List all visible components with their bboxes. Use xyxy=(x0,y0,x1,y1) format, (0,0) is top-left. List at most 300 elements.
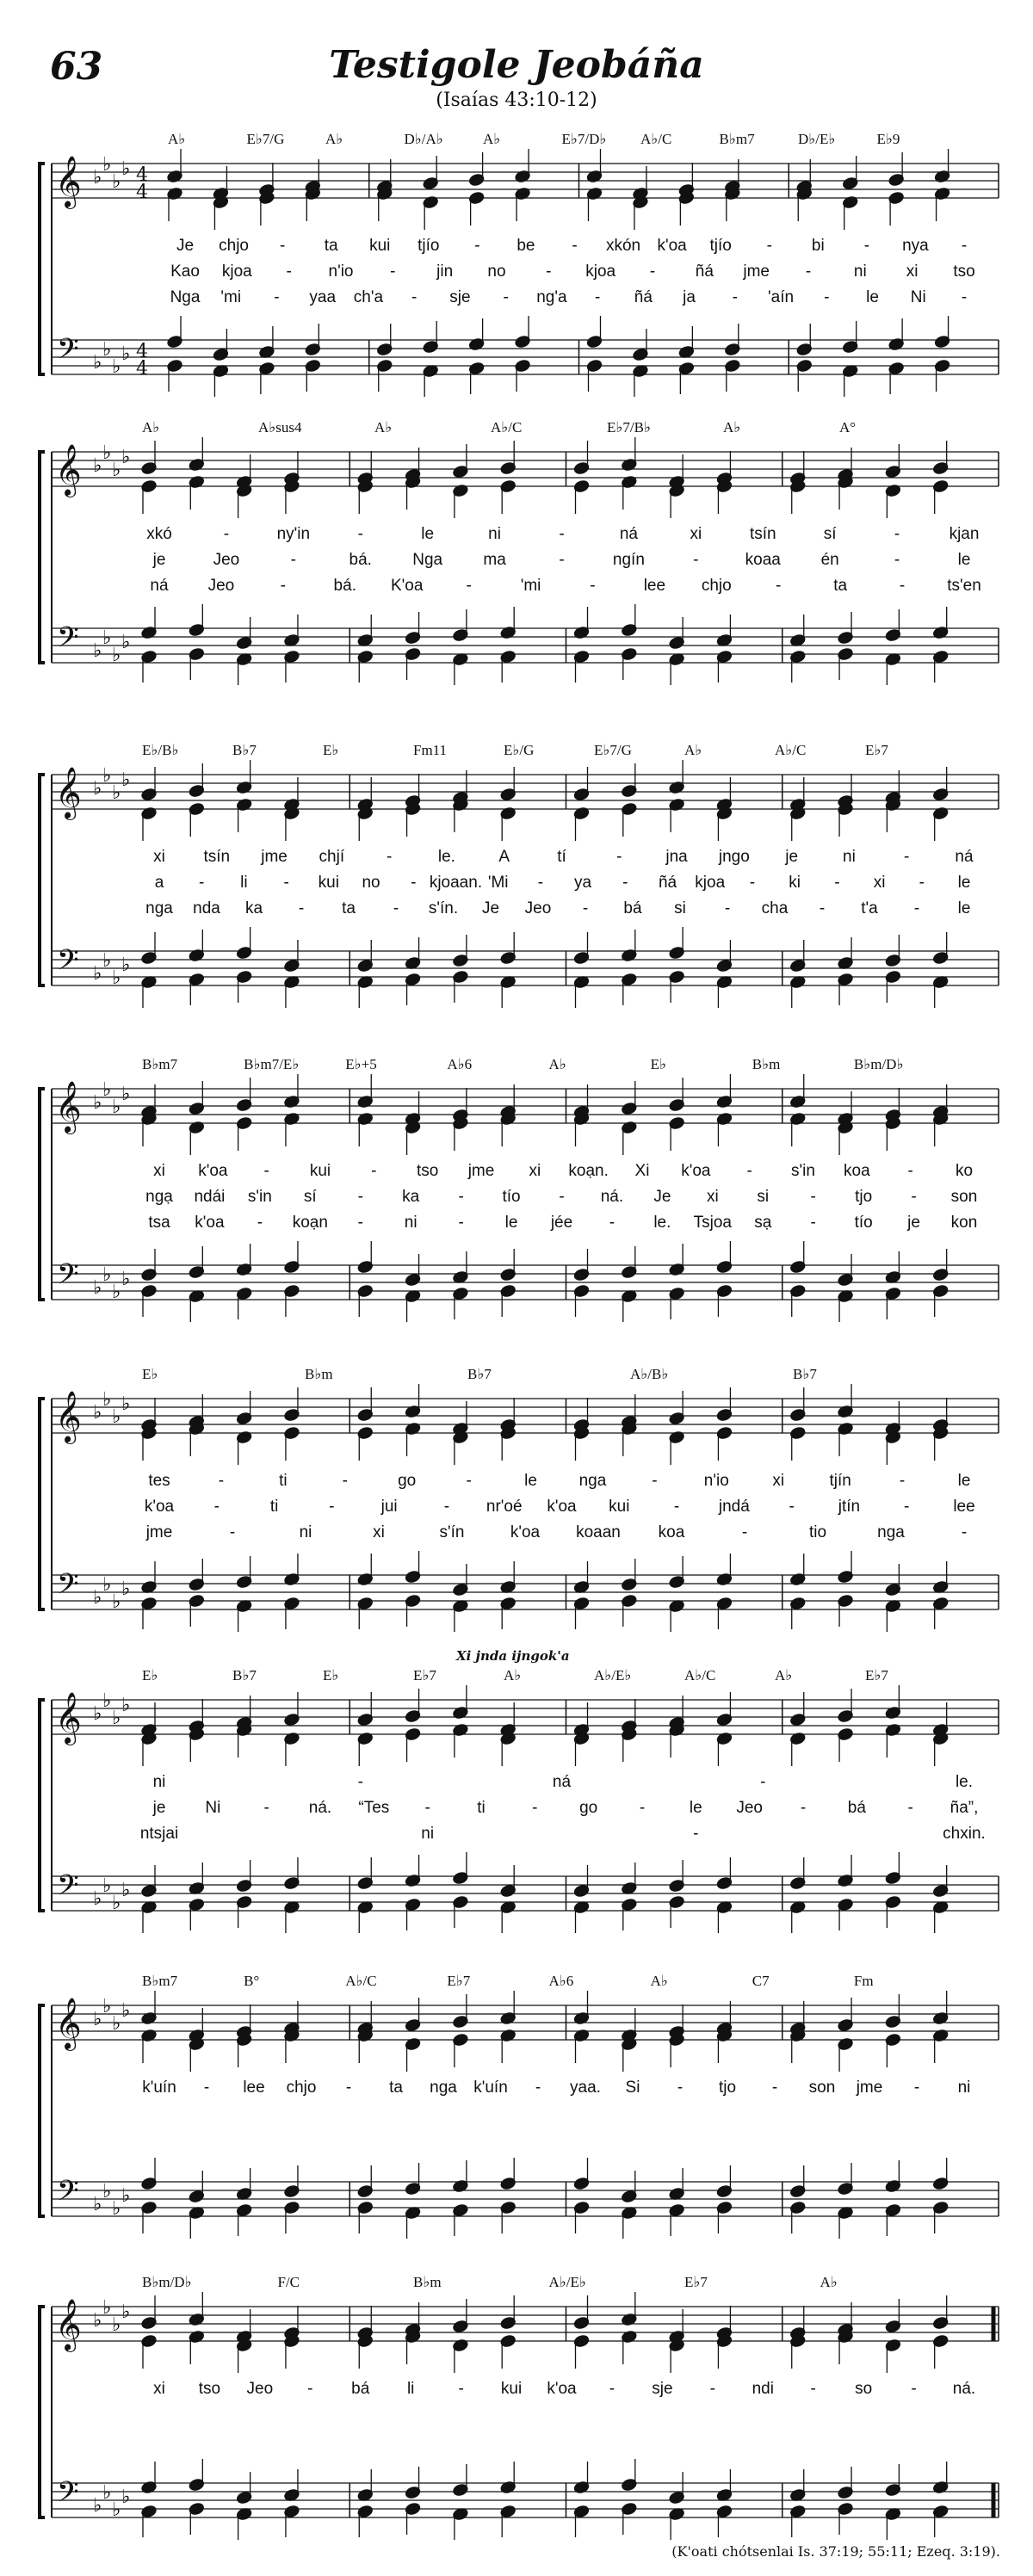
soprano-note xyxy=(716,1095,733,1109)
flat-icon: ♭ xyxy=(102,1996,112,2017)
flat-icon: ♭ xyxy=(102,2482,112,2504)
bass-note xyxy=(236,652,252,666)
lyric-syllable: Jeo xyxy=(524,899,552,917)
tenor-note xyxy=(932,626,949,639)
bass-note xyxy=(284,1900,300,1914)
lyric-syllable: yaa. xyxy=(570,2079,601,2097)
bass-note xyxy=(669,1599,685,1613)
lyric-syllable: Je xyxy=(481,899,500,917)
flat-icon: ♭ xyxy=(112,782,121,804)
soprano-note xyxy=(405,468,421,482)
chord-symbol: A♭/B♭ xyxy=(630,1366,669,1382)
lyric-syllable: s'ín. xyxy=(428,899,459,917)
alto-note xyxy=(468,191,485,205)
lyric-syllable: no xyxy=(487,263,506,281)
alto-note xyxy=(789,2029,806,2042)
soprano-note xyxy=(621,2313,637,2326)
lyric-syllable: koạn. xyxy=(568,1162,609,1180)
soprano-note xyxy=(500,461,516,475)
lyric-syllable: k'uín xyxy=(473,2079,508,2097)
lyric-syllable: kjan xyxy=(949,525,980,543)
soprano-note xyxy=(789,2326,806,2340)
soprano-note xyxy=(932,461,949,475)
bass-note xyxy=(452,2507,468,2521)
alto-note xyxy=(621,1727,637,1741)
lyric-syllable: Xi xyxy=(634,1162,650,1180)
soprano-note xyxy=(633,187,649,201)
flat-icon: ♭ xyxy=(112,1893,121,1914)
alto-note xyxy=(258,191,275,205)
tenor-note xyxy=(888,337,905,351)
soprano-note xyxy=(284,1408,300,1422)
lyric-syllable: - xyxy=(590,577,596,595)
lyric-syllable: - xyxy=(390,263,396,281)
tenor-note xyxy=(932,2177,949,2190)
bass-note xyxy=(189,2206,205,2220)
tenor-note xyxy=(357,1572,374,1586)
chord-symbol: E♭/B♭ xyxy=(142,742,179,758)
soprano-note xyxy=(573,1723,590,1737)
flat-icon: ♭ xyxy=(121,2185,131,2207)
lyric-syllable: cha xyxy=(761,899,789,917)
soprano-note xyxy=(573,1418,590,1432)
lyric-syllable: - xyxy=(535,2079,541,2097)
bass-note xyxy=(573,2201,590,2215)
lyric-syllable: kjoa xyxy=(695,874,726,892)
soprano-note xyxy=(716,2326,733,2340)
soprano-note xyxy=(885,465,901,479)
soprano-note xyxy=(141,2316,158,2330)
alto-note xyxy=(838,2330,854,2344)
flat-icon: ♭ xyxy=(102,2297,112,2319)
soprano-note xyxy=(141,1723,158,1737)
lyric-syllable: - xyxy=(559,525,565,543)
lyric-syllable: - xyxy=(582,899,589,917)
tenor-note xyxy=(669,1879,685,1893)
lyric-syllable: ni xyxy=(957,2079,971,2097)
tenor-note xyxy=(258,345,275,359)
tenor-note xyxy=(284,633,300,647)
treble-clef-icon: 𝄞 xyxy=(55,1081,82,1133)
treble-clef-icon: 𝄞 xyxy=(55,1998,82,2049)
bass-note xyxy=(669,1895,685,1909)
lyric-syllable: - xyxy=(810,1188,816,1206)
lyric-syllable: - xyxy=(749,874,756,892)
lyric-verse-1 xyxy=(0,1162,1033,1184)
soprano-note xyxy=(236,1098,252,1112)
lyric-syllable: ja xyxy=(683,288,696,306)
soprano-note xyxy=(236,2025,252,2039)
soprano-note xyxy=(189,1415,205,1429)
lyric-syllable: ni xyxy=(421,1825,435,1843)
alto-note xyxy=(789,1426,806,1440)
flat-icon: ♭ xyxy=(121,343,131,365)
lyric-syllable: ka xyxy=(402,1188,420,1206)
tenor-note xyxy=(621,1265,637,1279)
lyric-syllable: - xyxy=(894,551,900,569)
alto-note xyxy=(789,806,806,820)
soprano-note xyxy=(500,2316,516,2330)
lyric-syllable: le xyxy=(689,1799,702,1817)
lyric-syllable: - xyxy=(693,551,699,569)
treble-clef-icon: 𝄞 xyxy=(55,767,82,819)
lyric-syllable: - xyxy=(357,1214,363,1232)
lyric-syllable: - xyxy=(771,2079,778,2097)
flat-icon: ♭ xyxy=(93,455,102,477)
chord-symbol: A° xyxy=(839,419,857,436)
lyric-syllable: - xyxy=(594,288,601,306)
soprano-note xyxy=(669,1098,685,1112)
tenor-note xyxy=(789,2184,806,2198)
lyric-syllable: - xyxy=(800,1799,807,1817)
lyric-syllable: - xyxy=(673,1498,680,1516)
bass-note xyxy=(500,650,516,664)
lyric-syllable: - xyxy=(810,2380,816,2398)
tenor-note xyxy=(932,1268,949,1282)
tenor-note xyxy=(189,1881,205,1895)
lyric-syllable: jngo xyxy=(718,848,750,866)
lyric-syllable: ma xyxy=(483,551,506,569)
tenor-note xyxy=(284,2184,300,2198)
lyric-syllable: koaa xyxy=(745,551,781,569)
lyric-verse-1 xyxy=(0,2079,1033,2101)
flat-icon: ♭ xyxy=(93,2009,102,2030)
lyric-syllable: ch'a xyxy=(353,288,384,306)
alto-note xyxy=(141,2029,158,2042)
soprano-note xyxy=(452,2015,468,2029)
tenor-note xyxy=(236,1575,252,1589)
bass-note xyxy=(515,359,531,373)
soprano-note xyxy=(573,2011,590,2025)
bass-note xyxy=(189,647,205,661)
flat-icon: ♭ xyxy=(102,442,112,464)
soprano-note xyxy=(716,1408,733,1422)
soprano-note xyxy=(500,1418,516,1432)
alto-note xyxy=(838,802,854,816)
soprano-note xyxy=(357,798,374,812)
soprano-note xyxy=(838,1405,854,1418)
bass-note xyxy=(789,2505,806,2518)
lyric-syllable: jée xyxy=(550,1214,573,1232)
lyric-syllable: yaa xyxy=(309,288,337,306)
lyric-syllable: son xyxy=(950,1188,978,1206)
tenor-note xyxy=(500,1580,516,1594)
lyric-syllable: - xyxy=(503,288,509,306)
tenor-note xyxy=(405,1273,421,1287)
alto-note xyxy=(669,2033,685,2047)
chord-symbol: D♭/A♭ xyxy=(404,131,443,147)
tenor-note xyxy=(621,1578,637,1591)
bass-note xyxy=(357,1284,374,1298)
lyric-syllable: - xyxy=(329,1498,335,1516)
bass-clef-icon: 𝄢 xyxy=(57,621,79,661)
alto-note xyxy=(716,806,733,820)
tenor-note xyxy=(573,1884,590,1898)
soprano-note xyxy=(236,2330,252,2344)
lyric-syllable: tjo xyxy=(855,1188,873,1206)
chord-symbol: E♭7 xyxy=(684,2274,708,2290)
soprano-note xyxy=(789,2022,806,2035)
soprano-note xyxy=(621,784,637,798)
bass-note xyxy=(932,1284,949,1298)
alto-note xyxy=(141,479,158,493)
bass-note xyxy=(236,1287,252,1300)
alto-note xyxy=(934,187,950,201)
tenor-note xyxy=(885,2483,901,2497)
lyric-syllable: le xyxy=(957,899,971,917)
bass-note xyxy=(405,2502,421,2516)
chord-symbol: A♭/C xyxy=(775,742,807,758)
bass-note xyxy=(189,1898,205,1912)
soprano-note xyxy=(669,1716,685,1730)
chord-symbol: A♭/E♭ xyxy=(594,1667,632,1683)
bass-note xyxy=(678,361,695,375)
lyric-syllable: - xyxy=(732,288,738,306)
tenor-note xyxy=(573,1268,590,1282)
alto-note xyxy=(284,1112,300,1126)
bass-note xyxy=(500,1900,516,1914)
alto-note xyxy=(189,1422,205,1436)
lyric-syllable: xkón xyxy=(605,237,641,255)
soprano-note xyxy=(284,2022,300,2035)
alto-note xyxy=(669,798,685,812)
tenor-note xyxy=(284,1572,300,1586)
lyric-syllable: - xyxy=(724,899,731,917)
lyric-syllable: jme xyxy=(261,848,288,866)
soprano-note xyxy=(838,468,854,482)
lyric-syllable: ngín xyxy=(612,551,645,569)
lyric-syllable: Nga xyxy=(412,551,443,569)
bass-note xyxy=(716,1900,733,1914)
bass-note xyxy=(838,1289,854,1303)
tenor-note xyxy=(838,956,854,970)
bass-note xyxy=(932,2201,949,2215)
lyric-syllable: tjío xyxy=(709,237,732,255)
lyric-syllable: én xyxy=(820,551,839,569)
tenor-note xyxy=(716,1572,733,1586)
soprano-note xyxy=(838,2323,854,2337)
lyric-syllable: le xyxy=(504,1214,518,1232)
alto-note xyxy=(284,1426,300,1440)
soprano-note xyxy=(376,180,393,194)
tenor-note xyxy=(621,948,637,962)
alto-note xyxy=(573,2029,590,2042)
tenor-note xyxy=(669,1575,685,1589)
alto-note xyxy=(716,2334,733,2348)
flat-icon: ♭ xyxy=(102,950,112,972)
alto-note xyxy=(357,806,374,820)
alto-note xyxy=(141,806,158,820)
lyric-syllable: je xyxy=(785,848,799,866)
lyric-syllable: Si xyxy=(625,2079,640,2097)
lyric-syllable: go xyxy=(398,1472,417,1490)
lyric-syllable: xi xyxy=(373,1523,385,1541)
bass-note xyxy=(789,1900,806,1914)
soprano-note xyxy=(669,1412,685,1425)
alto-note xyxy=(141,1112,158,1126)
lyric-syllable: - xyxy=(819,899,826,917)
lyric-syllable: koaan xyxy=(576,1523,621,1541)
soprano-note xyxy=(789,1095,806,1109)
bass-note xyxy=(621,1289,637,1303)
tenor-note xyxy=(621,2190,637,2203)
chord-symbol: B♭m xyxy=(752,1056,781,1072)
chord-symbol: C7 xyxy=(752,1973,770,1989)
system-bracket xyxy=(40,2005,45,2216)
chord-symbol: E♭7 xyxy=(413,1667,436,1683)
lyric-verse-2 xyxy=(0,263,1033,285)
soprano-note xyxy=(500,1105,516,1119)
lyric-syllable: chjo xyxy=(219,237,249,255)
flat-icon: ♭ xyxy=(112,2198,121,2220)
chord-symbol: E♭+5 xyxy=(345,1056,377,1072)
tenor-note xyxy=(789,2488,806,2502)
bass-note xyxy=(141,2505,158,2518)
bass-note xyxy=(357,975,374,989)
flat-icon: ♭ xyxy=(112,171,121,193)
soprano-note xyxy=(189,2029,205,2042)
lyric-syllable: - xyxy=(824,288,830,306)
lyric-syllable: jndá xyxy=(718,1498,750,1516)
chord-symbol: B♭m/D♭ xyxy=(853,1056,904,1072)
alto-note xyxy=(236,1116,252,1130)
alto-note xyxy=(885,2033,901,2047)
alto-note xyxy=(678,191,695,205)
lyric-syllable: - xyxy=(609,2380,615,2398)
alto-note xyxy=(305,187,321,201)
tenor-note xyxy=(885,628,901,642)
lyric-verse-1 xyxy=(0,848,1033,870)
lyric-syllable: - xyxy=(907,1162,913,1180)
flat-icon: ♭ xyxy=(112,1591,121,1613)
lyric-syllable: k'oa xyxy=(547,2380,577,2398)
chord-symbol: A♭ xyxy=(775,1667,793,1683)
lyric-syllable: si xyxy=(757,1188,770,1206)
flat-icon: ♭ xyxy=(121,1880,131,1901)
soprano-note xyxy=(423,176,439,190)
tenor-note xyxy=(716,1876,733,1890)
soprano-note xyxy=(357,2326,374,2340)
flat-icon: ♭ xyxy=(112,1406,121,1428)
bass-note xyxy=(789,975,806,989)
lyric-verse-2 xyxy=(0,1188,1033,1210)
tenor-note xyxy=(236,2491,252,2505)
lyric-syllable: ka xyxy=(244,899,263,917)
lyric-syllable: - xyxy=(894,525,900,543)
lyric-syllable: A xyxy=(498,848,510,866)
tenor-note xyxy=(452,1583,468,1597)
lyric-syllable: jme xyxy=(856,2079,883,2097)
lyric-syllable: ñá xyxy=(695,263,714,281)
tenor-note xyxy=(236,1263,252,1276)
alto-note xyxy=(633,195,649,209)
tenor-note xyxy=(376,343,393,356)
bass-note xyxy=(789,2201,806,2215)
bass-note xyxy=(716,650,733,664)
treble-clef-icon: 𝄞 xyxy=(55,2299,82,2351)
chord-symbol: A♭ xyxy=(325,131,343,147)
lyric-syllable: xi xyxy=(706,1188,719,1206)
tenor-note xyxy=(838,2486,854,2499)
soprano-note xyxy=(716,798,733,812)
lyric-syllable: jin xyxy=(436,263,454,281)
lyric-syllable: xi xyxy=(529,1162,541,1180)
soprano-note xyxy=(189,1102,205,1115)
lyric-syllable: ko xyxy=(955,1162,974,1180)
lyric-syllable: ngạ xyxy=(145,1188,173,1206)
chord-symbol: A♭ xyxy=(684,742,702,758)
bass-note xyxy=(236,1599,252,1613)
alto-note xyxy=(236,1723,252,1737)
soprano-note xyxy=(189,1720,205,1733)
flat-icon: ♭ xyxy=(112,2013,121,2035)
lyric-verse-1 xyxy=(0,525,1033,547)
flat-icon: ♭ xyxy=(93,1092,102,1114)
alto-note xyxy=(888,191,905,205)
lyric-syllable: jui xyxy=(380,1498,398,1516)
bass-note xyxy=(500,2505,516,2518)
chord-symbol: A♭/E♭ xyxy=(548,2274,586,2290)
bass-note xyxy=(141,1597,158,1610)
lyric-syllable: tso xyxy=(198,2380,221,2398)
bass-note xyxy=(500,975,516,989)
lyric-syllable: lee xyxy=(953,1498,975,1516)
lyric-syllable: jme xyxy=(145,1523,173,1541)
lyric-syllable: - xyxy=(532,1799,538,1817)
lyric-syllable: - xyxy=(371,1162,377,1180)
tenor-note xyxy=(141,2480,158,2494)
alto-note xyxy=(452,2033,468,2047)
tenor-note xyxy=(284,959,300,973)
lyric-syllable: - xyxy=(223,525,230,543)
soprano-note xyxy=(621,2029,637,2042)
lyric-syllable: Ni xyxy=(205,1799,221,1817)
lyric-syllable: ti xyxy=(269,1498,279,1516)
lyric-syllable: Nga xyxy=(170,288,201,306)
tenor-note xyxy=(515,335,531,349)
soprano-note xyxy=(934,170,950,183)
lyric-syllable: ta xyxy=(833,577,848,595)
lyric-syllable: ni xyxy=(152,1773,166,1791)
lyric-verse-3 xyxy=(0,1523,1033,1546)
lyric-syllable: ni xyxy=(299,1523,312,1541)
soprano-note xyxy=(838,1112,854,1126)
alto-note xyxy=(500,1112,516,1126)
lyric-syllable: nya xyxy=(902,237,929,255)
lyric-syllable: kui xyxy=(318,874,339,892)
lyric-syllable: - xyxy=(474,237,480,255)
lyric-syllable: - xyxy=(386,848,393,866)
lyric-syllable: ni xyxy=(404,1214,418,1232)
bass-note xyxy=(405,973,421,986)
lyric-syllable: kjoa xyxy=(585,263,616,281)
bass-note xyxy=(932,1597,949,1610)
tenor-note xyxy=(789,1572,806,1586)
lyric-syllable: koa xyxy=(844,1162,870,1180)
alto-note xyxy=(838,1422,854,1436)
lyric-syllable: tso xyxy=(953,263,975,281)
bass-note xyxy=(284,2201,300,2215)
tenor-note xyxy=(357,633,374,647)
bass-note xyxy=(885,2507,901,2521)
chord-symbol: A♭ xyxy=(504,1667,522,1683)
lyric-syllable: - xyxy=(458,1188,464,1206)
bass-note xyxy=(932,975,949,989)
lyric-syllable: k'oa xyxy=(510,1523,541,1541)
alto-note xyxy=(932,1732,949,1745)
lyric-syllable: - xyxy=(393,899,399,917)
lyric-syllable: xi xyxy=(153,848,165,866)
